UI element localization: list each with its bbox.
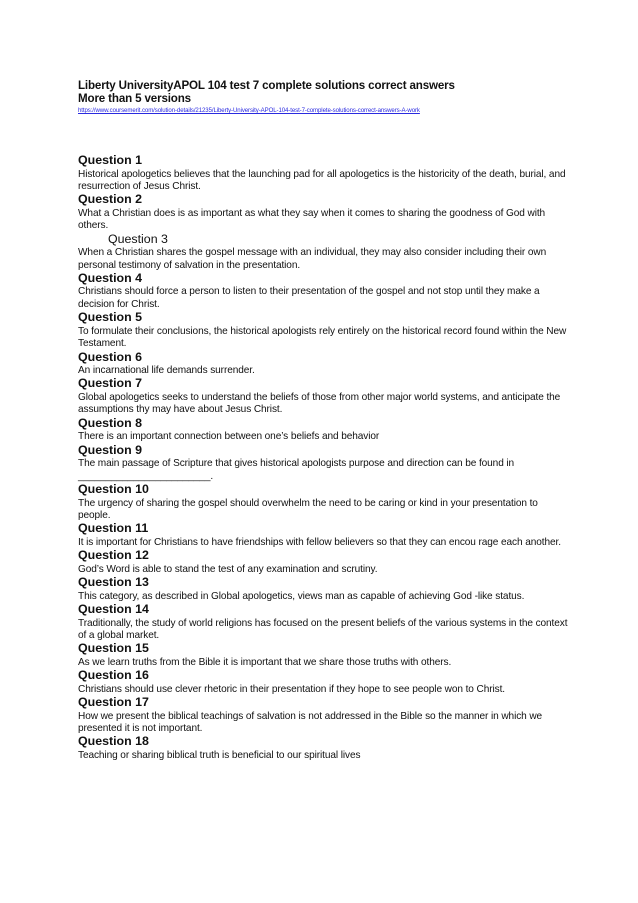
question-heading: Question 9 <box>78 442 143 457</box>
question-heading: Question 2 <box>78 192 143 207</box>
question-item <box>78 603 568 642</box>
question-text: There is an important connection between one’s beliefs and behavior <box>78 431 380 443</box>
question-item <box>78 522 568 549</box>
question-heading: Question 18 <box>78 734 149 749</box>
question-heading: Question 15 <box>78 641 149 656</box>
question-heading: Question 11 <box>78 521 149 536</box>
question-text: Teaching or sharing biblical truth is beneficial to our spiritual lives <box>78 749 361 761</box>
question-heading: Question 14 <box>78 602 149 617</box>
question-item <box>78 417 568 444</box>
question-text: As we learn truths from the Bible it is important that we share those truths with others. <box>78 656 452 668</box>
question-heading: Question 17 <box>78 695 149 710</box>
question-item <box>78 735 568 762</box>
question-text: How we present the biblical teachings of salvation is not addressed in the Bible so the manner in which we presented it is not important. <box>78 710 543 735</box>
question-item <box>78 669 568 696</box>
question-item <box>78 576 568 603</box>
question-text: Christians should use clever rhetoric in their presentation if they hope to see people won to Christ. <box>78 683 505 695</box>
question-heading: Question 13 <box>78 575 149 590</box>
question-heading: Question 3 <box>108 231 168 246</box>
question-item <box>78 233 568 272</box>
question-heading: Question 7 <box>78 376 143 391</box>
question-text: Historical apologetics believes that the launching pad for all apologetics is the historicity of the death, burial, and resurrection of Jesus Christ. <box>78 168 566 192</box>
question-item <box>78 272 568 311</box>
question-item <box>78 696 568 735</box>
question-item <box>78 549 568 576</box>
source-link[interactable]: https://www.coursemerit.com/solution-details/21235/Liberty-University-APOL-104-test-7-complete-solutions-correct-answers-A-work <box>78 107 420 114</box>
question-list <box>78 154 568 762</box>
question-heading: Question 12 <box>78 548 149 563</box>
question-item <box>78 193 568 232</box>
question-item <box>78 642 568 669</box>
question-item <box>78 351 568 378</box>
document-title: Liberty UniversityAPOL 104 test 7 complete solutions correct answers <box>78 79 455 92</box>
question-text: It is important for Christians to have friendships with fellow believers so that they can encou rage each another. <box>78 536 561 548</box>
question-text: What a Christian does is as important as what they say when it comes to sharing the goodness of God with others. <box>78 207 546 232</box>
question-item <box>78 483 568 522</box>
question-text: An incarnational life demands surrender. <box>78 365 255 377</box>
question-heading: Question 8 <box>78 415 143 430</box>
question-text: The main passage of Scripture that gives historical apologists purpose and direction can be found in ________________________. <box>78 458 515 482</box>
question-text: To formulate their conclusions, the historical apologists rely entirely on the historical record found within the New Testament. <box>78 325 567 350</box>
question-heading: Question 5 <box>78 310 143 325</box>
question-heading: Question 4 <box>78 270 143 285</box>
question-item <box>78 154 568 193</box>
question-text: When a Christian shares the gospel message with an individual, they may also consider including their own personal testimony of salvation in the presentation. <box>78 247 547 271</box>
question-heading: Question 1 <box>78 153 143 167</box>
document-header <box>78 79 578 115</box>
question-heading: Question 6 <box>78 349 143 364</box>
question-heading: Question 16 <box>78 668 149 683</box>
question-text: Christians should force a person to listen to their presentation of the gospel and not stop until they make a decision for Christ. <box>78 286 540 310</box>
question-text: This category, as described in Global apologetics, views man as capable of achieving God -like status. <box>78 590 525 602</box>
question-text: Traditionally, the study of world religions has focused on the present beliefs of the various systems in the context of a global market. <box>78 617 568 641</box>
question-item <box>78 311 568 350</box>
question-text: God’s Word is able to stand the test of any examination and scrutiny. <box>78 563 378 575</box>
question-text: Global apologetics seeks to understand the beliefs of those from other major world systems, and anticipate the assumptions thy may have about Jesus Christ. <box>78 391 561 416</box>
question-heading: Question 10 <box>78 482 149 496</box>
question-item <box>78 444 568 483</box>
question-item <box>78 377 568 416</box>
document-subtitle: More than 5 versions <box>78 92 191 105</box>
question-text: The urgency of sharing the gospel should overwhelm the need to be caring or kind in your presentation to people. <box>78 497 538 521</box>
